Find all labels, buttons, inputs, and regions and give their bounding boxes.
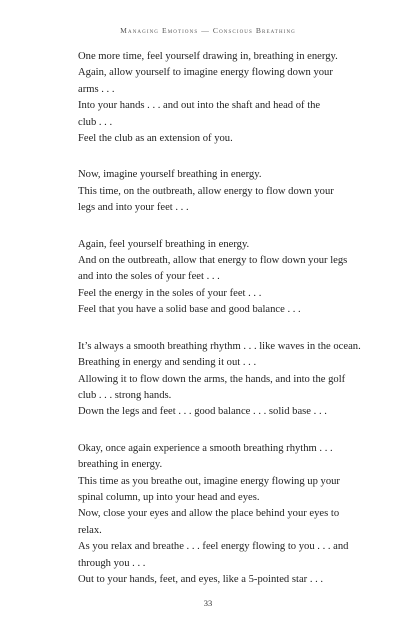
- text-line: legs and into your feet . . .: [78, 202, 189, 214]
- text-line: Again, feel yourself breathing in energy.: [78, 238, 250, 250]
- body-text: [78, 49, 370, 608]
- page-number: 33: [203, 598, 213, 608]
- text-line: arms . . .: [78, 83, 115, 95]
- text-line: and into the soles of your feet . . .: [78, 271, 220, 283]
- stanza-4: [78, 339, 370, 421]
- text-line: Breathing in energy and sending it out . . .: [78, 357, 257, 369]
- text-line: breathing in energy.: [78, 459, 163, 471]
- text-line: Out to your hands, feet, and eyes, like a 5-pointed star . . .: [78, 573, 324, 585]
- text-line: Again, allow yourself to imagine energy flowing down your: [78, 67, 333, 79]
- text-line: This time, on the outbreath, allow energy to flow down your: [78, 185, 334, 197]
- stanza-1: [78, 49, 370, 147]
- text-line: As you relax and breathe . . . feel energy flowing to you . . . and: [78, 541, 349, 553]
- text-line: Into your hands . . . and out into the shaft and head of the: [78, 100, 321, 112]
- stanza-3: [78, 237, 370, 319]
- text-line: Now, close your eyes and allow the place behind your eyes to: [78, 508, 340, 520]
- stanza-2: [78, 167, 370, 216]
- text-line: Now, imagine yourself breathing in energy.: [78, 169, 262, 181]
- text-line: Okay, once again experience a smooth breathing rhythm . . .: [78, 442, 333, 454]
- text-line: relax.: [78, 524, 102, 536]
- text-line: One more time, feel yourself drawing in, breathing in energy.: [78, 51, 338, 62]
- text-line: club . . .: [78, 116, 113, 128]
- text-line: And on the outbreath, allow that energy to flow down your legs: [78, 255, 348, 267]
- text-line: Feel that you have a solid base and good balance . . .: [78, 304, 301, 316]
- text-line: Allowing it to flow down the arms, the hands, and into the golf: [78, 373, 346, 385]
- text-line: club . . . strong hands.: [78, 389, 172, 401]
- text-line: This time as you breathe out, imagine energy flowing up your: [78, 475, 340, 487]
- text-line: spinal column, up into your head and eyes.: [78, 491, 260, 503]
- text-line: Feel the club as an extension of you.: [78, 133, 233, 145]
- text-line: Down the legs and feet . . . good balance . . . solid base . . .: [78, 406, 327, 418]
- stanza-5: [78, 441, 370, 589]
- text-line: through you . . .: [78, 557, 146, 569]
- text-line: Feel the energy in the soles of your feet . . .: [78, 287, 262, 299]
- running-head: Managing Emotions — Conscious Breathing: [120, 26, 296, 35]
- text-line: It’s always a smooth breathing rhythm . . . like waves in the ocean.: [78, 340, 361, 352]
